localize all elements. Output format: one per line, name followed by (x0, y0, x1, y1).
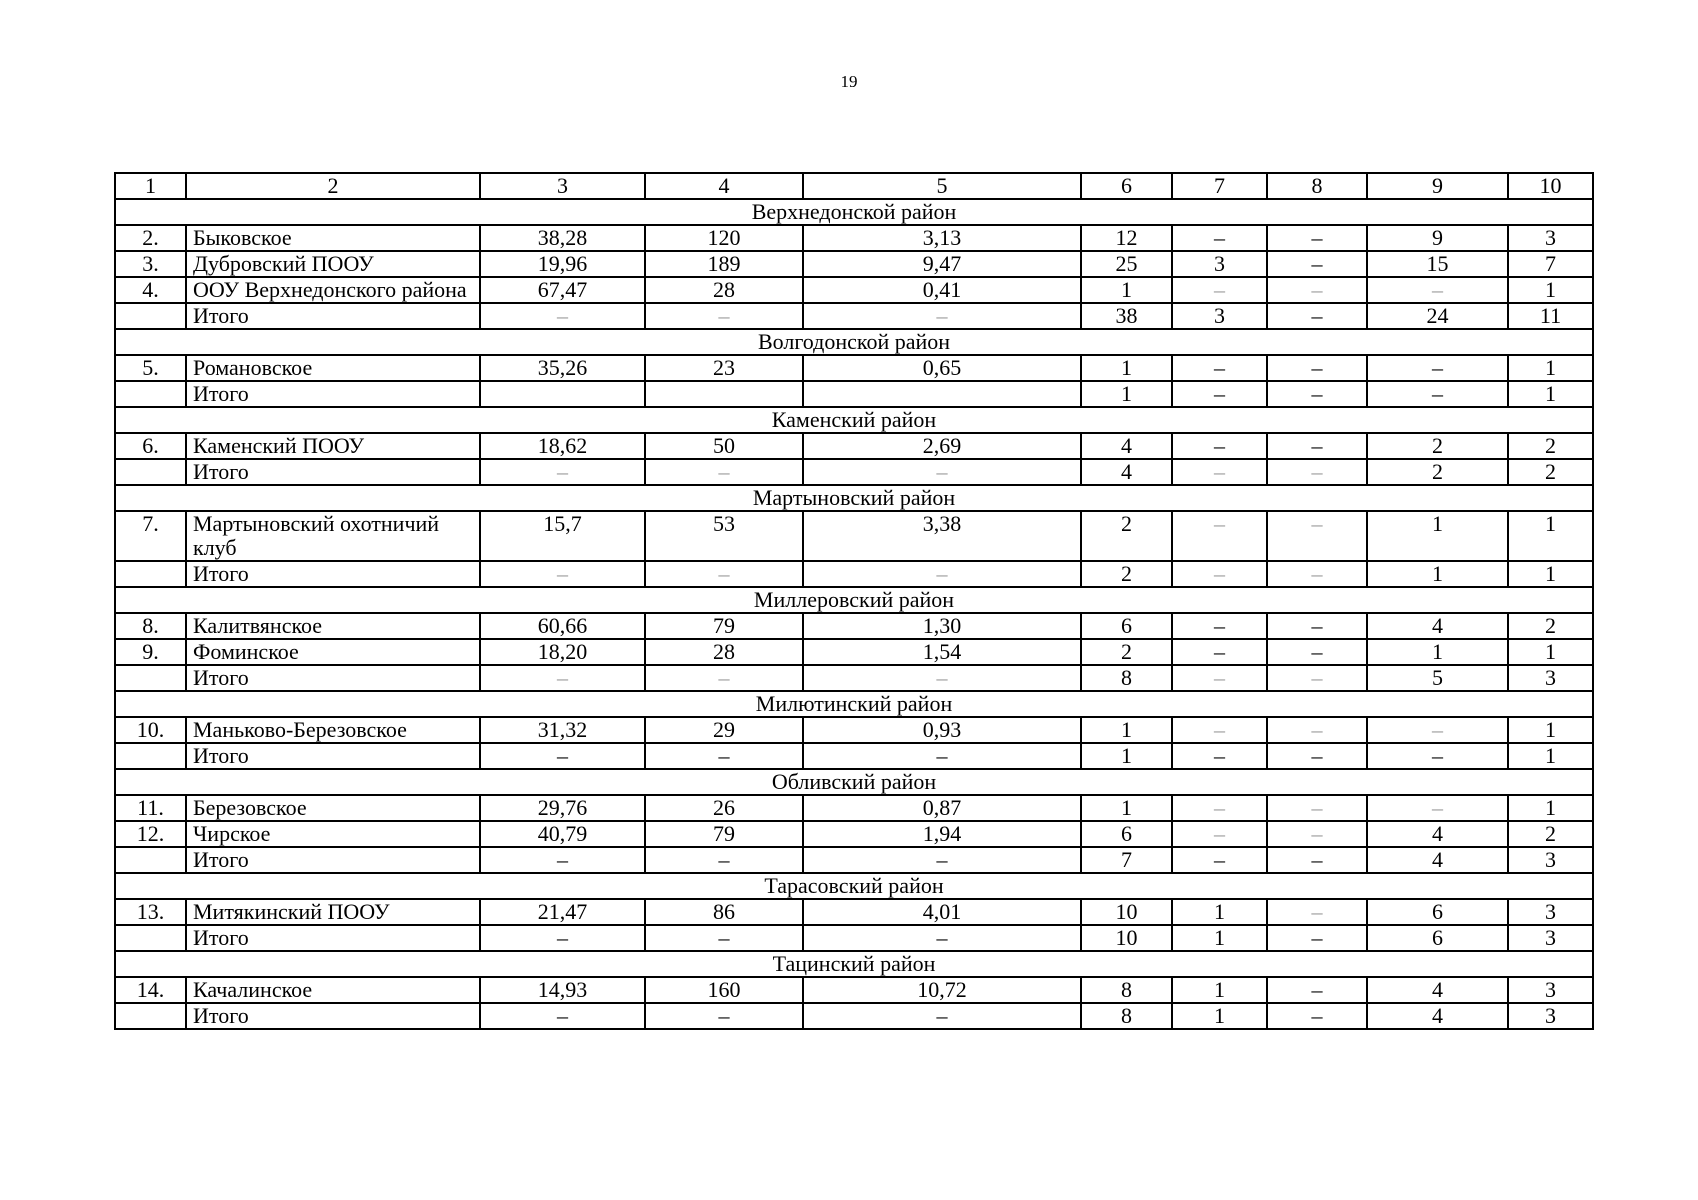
value-cell: – (480, 459, 645, 485)
name-cell: Мартыновский охотничий клуб (186, 511, 480, 561)
row-number-cell (115, 847, 186, 873)
value-cell: 5 (1367, 665, 1508, 691)
value-cell: 1 (1508, 795, 1593, 821)
name-cell: Митякинский ПООУ (186, 899, 480, 925)
value-cell: 0,65 (803, 355, 1081, 381)
value-cell: 1 (1508, 717, 1593, 743)
name-cell: Итого (186, 743, 480, 769)
value-cell: 4 (1081, 433, 1172, 459)
value-cell: 0,87 (803, 795, 1081, 821)
value-cell: 160 (645, 977, 803, 1003)
value-cell: – (1172, 821, 1267, 847)
value-cell: 3 (1172, 303, 1267, 329)
value-cell: 1 (1172, 1003, 1267, 1029)
header-cell: 2 (186, 173, 480, 199)
value-cell: – (645, 925, 803, 951)
value-cell (645, 381, 803, 407)
value-cell: – (645, 847, 803, 873)
value-cell: – (803, 1003, 1081, 1029)
value-cell: 2 (1081, 639, 1172, 665)
value-cell: 38,28 (480, 225, 645, 251)
value-cell: 1 (1508, 743, 1593, 769)
table-row (115, 613, 1593, 639)
value-cell: 4 (1367, 613, 1508, 639)
row-number-cell (115, 1003, 186, 1029)
value-cell: – (1367, 355, 1508, 381)
value-cell: 38 (1081, 303, 1172, 329)
value-cell: – (1172, 847, 1267, 873)
value-cell: – (803, 743, 1081, 769)
value-cell: 23 (645, 355, 803, 381)
name-cell: Итого (186, 459, 480, 485)
value-cell: – (1267, 381, 1367, 407)
value-cell: 1 (1508, 639, 1593, 665)
value-cell: – (1172, 561, 1267, 587)
value-cell: 2 (1508, 433, 1593, 459)
page-number: 19 (840, 72, 858, 91)
value-cell: 6 (1367, 925, 1508, 951)
table-row (115, 355, 1593, 381)
row-number-cell (115, 303, 186, 329)
value-cell: – (1172, 433, 1267, 459)
name-cell: Каменский ПООУ (186, 433, 480, 459)
value-cell: 25 (1081, 251, 1172, 277)
value-cell: 28 (645, 639, 803, 665)
row-number-cell: 9. (115, 639, 186, 665)
value-cell: 1,30 (803, 613, 1081, 639)
value-cell: – (1267, 251, 1367, 277)
value-cell: – (1172, 381, 1267, 407)
region-row (115, 769, 1593, 795)
value-cell: 4,01 (803, 899, 1081, 925)
value-cell (803, 381, 1081, 407)
value-cell: – (1267, 433, 1367, 459)
value-cell: 6 (1367, 899, 1508, 925)
value-cell: – (1172, 511, 1267, 561)
row-number-cell (115, 925, 186, 951)
row-number-cell (115, 381, 186, 407)
name-cell: ООУ Верхнедонского района (186, 277, 480, 303)
value-cell: 1 (1172, 925, 1267, 951)
region-row (115, 485, 1593, 511)
value-cell: – (1267, 743, 1367, 769)
region-title: Мартыновский район (115, 485, 1593, 511)
row-number-cell: 3. (115, 251, 186, 277)
value-cell: 3 (1508, 225, 1593, 251)
value-cell: – (1267, 847, 1367, 873)
total-row (115, 925, 1593, 951)
value-cell: 1 (1081, 743, 1172, 769)
value-cell: 1 (1172, 977, 1267, 1003)
name-cell: Чирское (186, 821, 480, 847)
value-cell: 120 (645, 225, 803, 251)
region-title: Тацинский район (115, 951, 1593, 977)
value-cell: – (1367, 795, 1508, 821)
value-cell: – (480, 561, 645, 587)
value-cell: 1 (1081, 717, 1172, 743)
region-title: Миллеровский район (115, 587, 1593, 613)
value-cell: – (1172, 795, 1267, 821)
row-number-cell: 7. (115, 511, 186, 561)
value-cell: 18,20 (480, 639, 645, 665)
header-cell: 4 (645, 173, 803, 199)
row-number-cell: 13. (115, 899, 186, 925)
value-cell: 1 (1081, 381, 1172, 407)
value-cell: 79 (645, 821, 803, 847)
region-row (115, 873, 1593, 899)
value-cell: 10,72 (803, 977, 1081, 1003)
value-cell: 4 (1367, 847, 1508, 873)
header-cell: 10 (1508, 173, 1593, 199)
header-row (115, 173, 1593, 199)
value-cell: 15 (1367, 251, 1508, 277)
total-row (115, 743, 1593, 769)
total-row (115, 847, 1593, 873)
row-number-cell: 14. (115, 977, 186, 1003)
value-cell: 2 (1508, 459, 1593, 485)
table-row (115, 225, 1593, 251)
value-cell (480, 381, 645, 407)
value-cell: 2 (1508, 613, 1593, 639)
value-cell: 3 (1172, 251, 1267, 277)
region-title: Каменский район (115, 407, 1593, 433)
value-cell: 31,32 (480, 717, 645, 743)
value-cell: 1 (1508, 277, 1593, 303)
value-cell: 29,76 (480, 795, 645, 821)
value-cell: 3 (1508, 899, 1593, 925)
value-cell: 67,47 (480, 277, 645, 303)
value-cell: – (1367, 743, 1508, 769)
table-row (115, 639, 1593, 665)
table-row (115, 795, 1593, 821)
value-cell: 189 (645, 251, 803, 277)
value-cell: – (1267, 795, 1367, 821)
name-cell: Итого (186, 381, 480, 407)
value-cell: 4 (1367, 1003, 1508, 1029)
row-number-cell (115, 561, 186, 587)
region-title: Милютинский район (115, 691, 1593, 717)
row-number-cell (115, 665, 186, 691)
row-number-cell: 10. (115, 717, 186, 743)
value-cell: – (1267, 977, 1367, 1003)
value-cell: 79 (645, 613, 803, 639)
value-cell: 3 (1508, 665, 1593, 691)
value-cell: 24 (1367, 303, 1508, 329)
value-cell: 3,13 (803, 225, 1081, 251)
value-cell: 1 (1172, 899, 1267, 925)
region-row (115, 407, 1593, 433)
value-cell: – (645, 1003, 803, 1029)
region-row (115, 951, 1593, 977)
value-cell: 1 (1508, 355, 1593, 381)
value-cell: 1 (1081, 277, 1172, 303)
row-number-cell (115, 459, 186, 485)
name-cell: Итого (186, 303, 480, 329)
value-cell: 1,94 (803, 821, 1081, 847)
value-cell: 10 (1081, 925, 1172, 951)
value-cell: – (480, 847, 645, 873)
value-cell: 2 (1508, 821, 1593, 847)
value-cell: 86 (645, 899, 803, 925)
row-number-cell: 11. (115, 795, 186, 821)
value-cell: 3 (1508, 847, 1593, 873)
value-cell: 4 (1081, 459, 1172, 485)
value-cell: – (480, 1003, 645, 1029)
row-number-cell: 4. (115, 277, 186, 303)
name-cell: Фоминское (186, 639, 480, 665)
value-cell: – (645, 303, 803, 329)
value-cell: 1 (1367, 561, 1508, 587)
value-cell: 6 (1081, 613, 1172, 639)
value-cell: – (1267, 225, 1367, 251)
value-cell: 19,96 (480, 251, 645, 277)
value-cell: 2 (1367, 459, 1508, 485)
header-cell: 1 (115, 173, 186, 199)
value-cell: 2 (1367, 433, 1508, 459)
region-row (115, 199, 1593, 225)
value-cell: 18,62 (480, 433, 645, 459)
value-cell: 7 (1508, 251, 1593, 277)
name-cell: Итого (186, 665, 480, 691)
name-cell: Маньково-Березовское (186, 717, 480, 743)
value-cell: 21,47 (480, 899, 645, 925)
value-cell: 7 (1081, 847, 1172, 873)
value-cell: 60,66 (480, 613, 645, 639)
row-number-cell: 8. (115, 613, 186, 639)
value-cell: 10 (1081, 899, 1172, 925)
value-cell: 3 (1508, 1003, 1593, 1029)
name-cell: Дубровский ПООУ (186, 251, 480, 277)
total-row (115, 1003, 1593, 1029)
value-cell: – (480, 743, 645, 769)
table-row (115, 899, 1593, 925)
row-number-cell: 12. (115, 821, 186, 847)
region-title: Обливский район (115, 769, 1593, 795)
region-title: Верхнедонской район (115, 199, 1593, 225)
table-row (115, 511, 1593, 561)
value-cell: – (1267, 355, 1367, 381)
region-row (115, 587, 1593, 613)
value-cell: – (1267, 277, 1367, 303)
table-row (115, 821, 1593, 847)
table-row (115, 277, 1593, 303)
value-cell: 8 (1081, 977, 1172, 1003)
value-cell: – (1267, 717, 1367, 743)
value-cell: 3,38 (803, 511, 1081, 561)
name-cell: Березовское (186, 795, 480, 821)
value-cell: – (803, 459, 1081, 485)
table-row (115, 977, 1593, 1003)
value-cell: 9,47 (803, 251, 1081, 277)
region-row (115, 329, 1593, 355)
total-row (115, 303, 1593, 329)
value-cell: – (1367, 277, 1508, 303)
value-cell: – (1267, 665, 1367, 691)
table-row (115, 433, 1593, 459)
value-cell: 8 (1081, 665, 1172, 691)
row-number-cell: 2. (115, 225, 186, 251)
value-cell: – (1267, 1003, 1367, 1029)
value-cell: 9 (1367, 225, 1508, 251)
value-cell: – (1267, 925, 1367, 951)
row-number-cell (115, 743, 186, 769)
name-cell: Итого (186, 925, 480, 951)
value-cell: – (1267, 303, 1367, 329)
value-cell: – (1172, 717, 1267, 743)
value-cell: 1 (1367, 511, 1508, 561)
value-cell: – (1172, 743, 1267, 769)
value-cell: – (645, 665, 803, 691)
value-cell: 35,26 (480, 355, 645, 381)
name-cell: Качалинское (186, 977, 480, 1003)
value-cell: 4 (1367, 821, 1508, 847)
value-cell: 8 (1081, 1003, 1172, 1029)
header-cell: 3 (480, 173, 645, 199)
name-cell: Быковское (186, 225, 480, 251)
value-cell: – (1267, 899, 1367, 925)
table-body (115, 173, 1593, 1029)
value-cell: – (480, 303, 645, 329)
value-cell: – (480, 925, 645, 951)
value-cell: 6 (1081, 821, 1172, 847)
region-title: Тарасовский район (115, 873, 1593, 899)
value-cell: – (1267, 639, 1367, 665)
header-cell: 7 (1172, 173, 1267, 199)
value-cell: 2 (1081, 561, 1172, 587)
hunting-grounds-table (114, 172, 1594, 1030)
value-cell: – (645, 743, 803, 769)
name-cell: Романовское (186, 355, 480, 381)
value-cell: 28 (645, 277, 803, 303)
region-row (115, 691, 1593, 717)
value-cell: 1 (1508, 511, 1593, 561)
value-cell: – (803, 925, 1081, 951)
value-cell: – (1367, 381, 1508, 407)
value-cell: – (803, 303, 1081, 329)
value-cell: 26 (645, 795, 803, 821)
value-cell: 12 (1081, 225, 1172, 251)
value-cell: – (1172, 459, 1267, 485)
name-cell: Итого (186, 561, 480, 587)
value-cell: 50 (645, 433, 803, 459)
value-cell: 1 (1081, 795, 1172, 821)
total-row (115, 561, 1593, 587)
value-cell: – (645, 561, 803, 587)
value-cell: 1 (1367, 639, 1508, 665)
value-cell: – (1172, 665, 1267, 691)
value-cell: – (1172, 225, 1267, 251)
value-cell: – (803, 665, 1081, 691)
value-cell: 3 (1508, 925, 1593, 951)
value-cell: – (803, 561, 1081, 587)
value-cell: 3 (1508, 977, 1593, 1003)
value-cell: – (1172, 613, 1267, 639)
value-cell: – (1172, 639, 1267, 665)
value-cell: – (1267, 459, 1367, 485)
value-cell: 0,93 (803, 717, 1081, 743)
value-cell: 1 (1081, 355, 1172, 381)
header-cell: 5 (803, 173, 1081, 199)
value-cell: 2 (1081, 511, 1172, 561)
total-row (115, 459, 1593, 485)
value-cell: 29 (645, 717, 803, 743)
value-cell: 53 (645, 511, 803, 561)
value-cell: – (480, 665, 645, 691)
region-title: Волгодонской район (115, 329, 1593, 355)
value-cell: 0,41 (803, 277, 1081, 303)
header-cell: 8 (1267, 173, 1367, 199)
table-row (115, 251, 1593, 277)
value-cell: 40,79 (480, 821, 645, 847)
total-row (115, 381, 1593, 407)
name-cell: Калитвянское (186, 613, 480, 639)
row-number-cell: 6. (115, 433, 186, 459)
total-row (115, 665, 1593, 691)
header-cell: 6 (1081, 173, 1172, 199)
value-cell: – (1267, 613, 1367, 639)
value-cell: 1,54 (803, 639, 1081, 665)
value-cell: – (1267, 821, 1367, 847)
row-number-cell: 5. (115, 355, 186, 381)
value-cell: 11 (1508, 303, 1593, 329)
name-cell: Итого (186, 1003, 480, 1029)
value-cell: – (1267, 511, 1367, 561)
value-cell: – (1367, 717, 1508, 743)
value-cell: – (1172, 277, 1267, 303)
value-cell: – (1172, 355, 1267, 381)
value-cell: 1 (1508, 561, 1593, 587)
value-cell: 15,7 (480, 511, 645, 561)
value-cell: – (1267, 561, 1367, 587)
value-cell: – (803, 847, 1081, 873)
header-cell: 9 (1367, 173, 1508, 199)
value-cell: 4 (1367, 977, 1508, 1003)
value-cell: 2,69 (803, 433, 1081, 459)
value-cell: 14,93 (480, 977, 645, 1003)
name-cell: Итого (186, 847, 480, 873)
value-cell: – (645, 459, 803, 485)
value-cell: 1 (1508, 381, 1593, 407)
table-row (115, 717, 1593, 743)
